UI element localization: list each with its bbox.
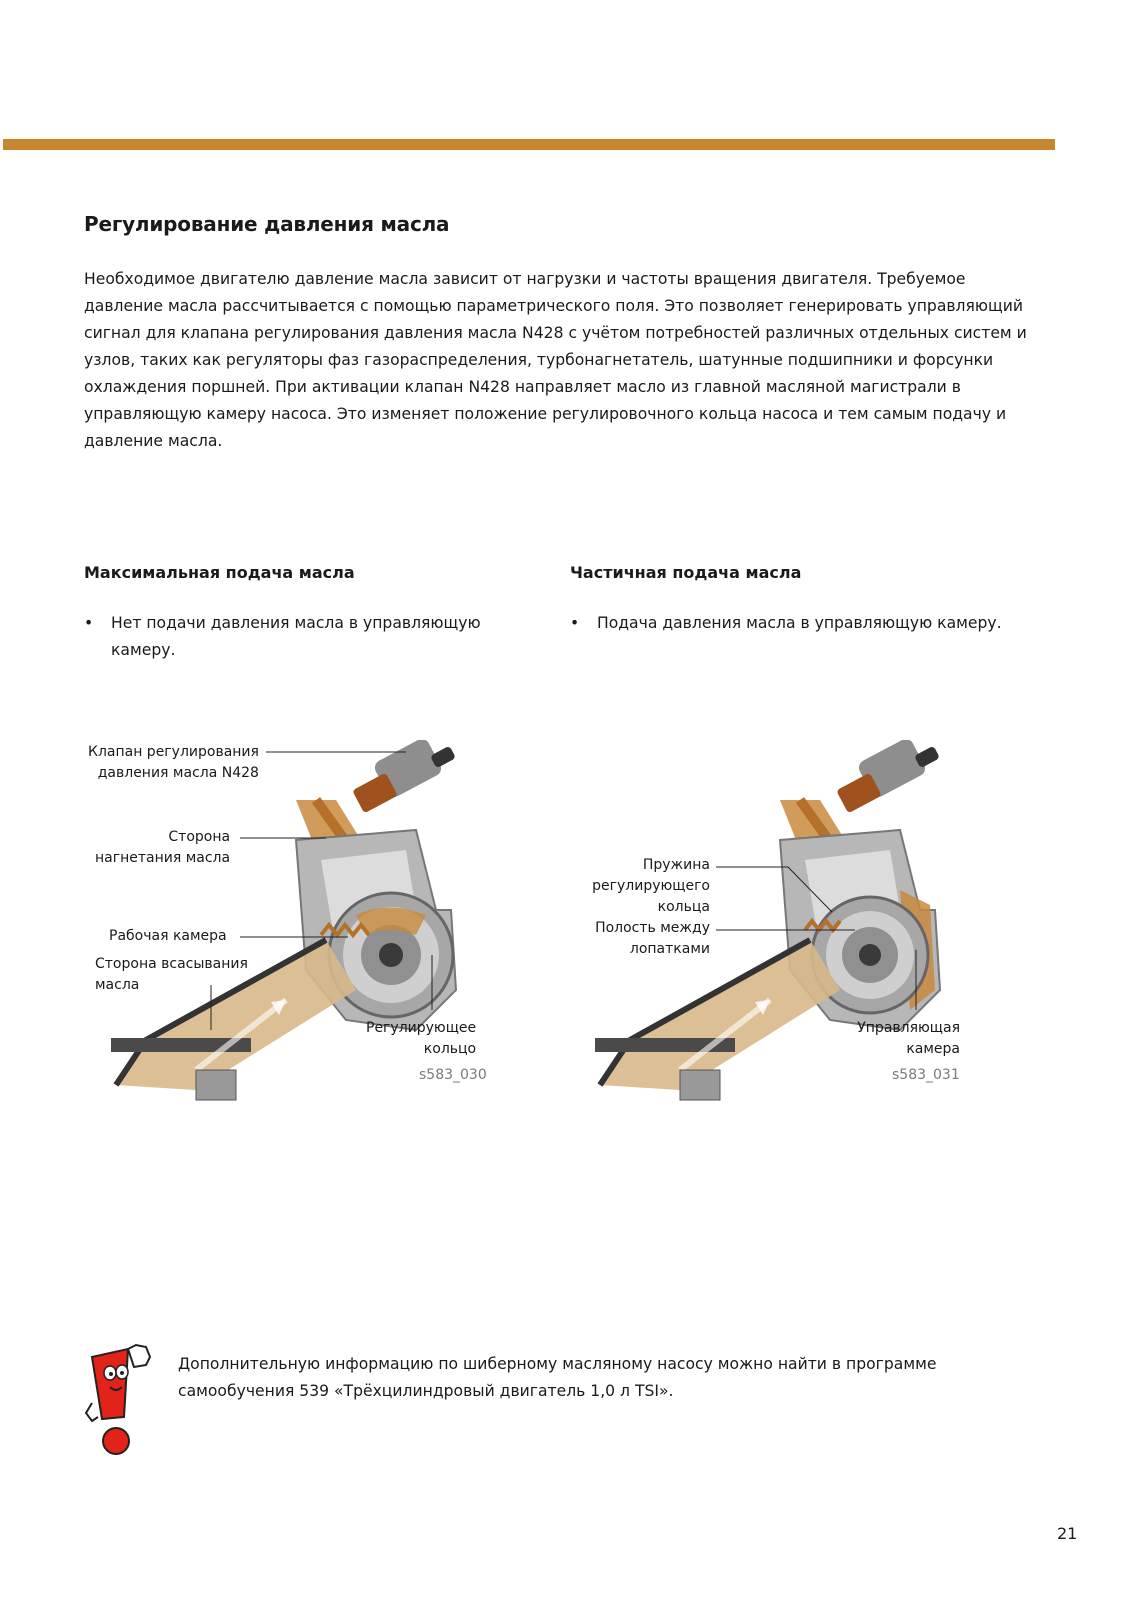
- section-heading: Максимальная подача масла: [84, 563, 355, 582]
- figure-code: s583_031: [892, 1067, 960, 1083]
- label-working-chamber: Рабочая камера: [109, 928, 227, 944]
- section-max-flow: [84, 563, 524, 664]
- bullet-list: [84, 610, 524, 664]
- intro-paragraph: Необходимое двигателю давление масла зависит от нагрузки и частоты вращения двигателя. Требуемое давление масла рассчитывается с помощью параметрического поля. Это позволяет генерировать управляющий сигнал для клапана регулирования давления масла N428 с учётом потребностей различных отдельных систем и узлов, таких как регуляторы фаз газораспределения, турбонагнетатель, шатунные подшипники и форсунки охлаждения поршней. При активации клапан N428 направляет масло из главной масляной магистрали в управляющую камеру насоса. Это изменяет положение регулировочного кольца насоса и тем самым подачу и давление масла.: [84, 270, 1027, 450]
- label-vane-cavity: Полость между лопатками: [595, 920, 710, 957]
- label-ring-spring: Пружина регулирующего кольца: [592, 857, 710, 915]
- page-title: Регулирование давления масла: [84, 212, 450, 236]
- header-accent-bar: [3, 139, 1055, 150]
- figure-partial-flow: [570, 740, 1010, 1120]
- valve-n428-graphic: [836, 740, 940, 813]
- note-text: Дополнительную информацию по шиберному масляному насосу можно найти в программе самообучения 539 «Трёхцилиндровый двигатель 1,0 л TSI».: [178, 1355, 937, 1400]
- section-partial-flow: [570, 563, 1010, 637]
- bullet-text: Нет подачи давления масла в управляющую камеру.: [111, 614, 481, 659]
- label-valve-n428: Клапан регулирования давления масла N428: [88, 744, 259, 781]
- label-control-ring: Регулирующее кольцо: [366, 1020, 477, 1057]
- bullet-icon: •: [570, 614, 580, 632]
- exclamation-mascot-icon: [84, 1343, 156, 1458]
- label-pressure-side: Сторона нагнетания масла: [95, 829, 231, 866]
- label-control-chamber: Управляющая камера: [857, 1020, 960, 1057]
- page-number: 21: [1057, 1524, 1078, 1543]
- valve-n428-graphic: [352, 740, 456, 813]
- bullet-text: Подача давления масла в управляющую камеру.: [597, 614, 1002, 632]
- figure-max-flow: [86, 740, 526, 1120]
- bullet-icon: •: [84, 614, 94, 632]
- figure-code: s583_030: [419, 1067, 487, 1083]
- label-suction-side: Сторона всасывания масла: [95, 956, 248, 993]
- section-heading: Частичная подача масла: [570, 563, 802, 582]
- list-item: [84, 610, 524, 664]
- list-item: [570, 610, 1010, 637]
- bullet-list: [570, 610, 1010, 637]
